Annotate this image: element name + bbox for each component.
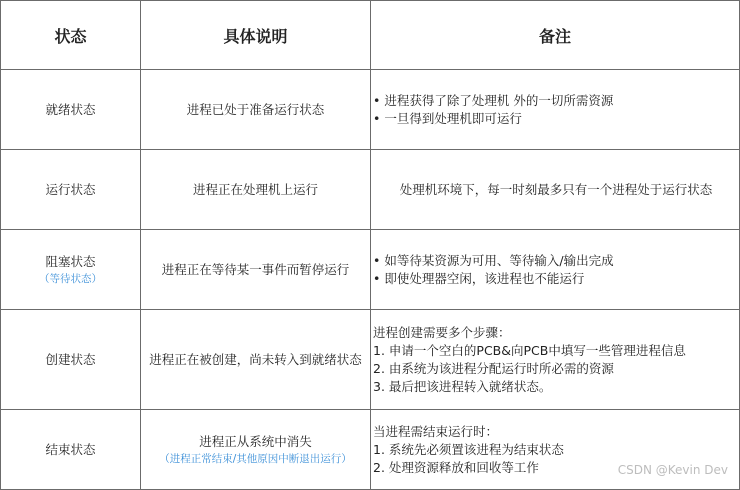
description-text: 进程正在处理机上运行 — [192, 181, 318, 197]
state-cell — [1, 410, 141, 490]
remark-cell — [371, 70, 740, 150]
state-label: 就绪状态 — [45, 101, 96, 117]
state-label: 结束状态 — [45, 441, 96, 457]
description-text: 进程正在等待某一事件而暂停运行 — [161, 261, 350, 277]
remark-cell — [371, 410, 740, 490]
header-remark: 备注 — [371, 1, 740, 70]
table-row — [1, 410, 740, 490]
remark-step: 2. 由系统为该进程分配运行时所必需的资源 — [373, 360, 614, 376]
description-cell — [141, 230, 371, 310]
remark-intro: 进程创建需要多个步骤： — [373, 324, 511, 340]
description-text: 进程已处于准备运行状态 — [186, 101, 325, 117]
state-label: 创建状态 — [45, 351, 96, 367]
state-sub-note: （等待状态） — [39, 273, 102, 285]
remark-step: 3. 最后把该进程转入就绪状态。 — [373, 378, 552, 394]
remark-item: • 进程获得了除了处理机 外的一切所需资源 — [373, 92, 739, 110]
remark-text: 处理机环境下，每一时刻最多只有一个进程处于运行状态 — [399, 181, 713, 197]
remark-intro: 当进程需结束运行时： — [373, 423, 499, 439]
remark-list — [373, 252, 739, 288]
remark-cell — [371, 150, 740, 230]
state-cell — [1, 310, 141, 410]
state-cell — [1, 70, 141, 150]
description-text: 进程正从系统中消失 — [199, 434, 312, 449]
remark-cell — [371, 230, 740, 310]
description-cell — [141, 410, 371, 490]
table-row — [1, 310, 740, 410]
table-row — [1, 70, 740, 150]
table-header-row — [1, 1, 740, 70]
state-cell — [1, 150, 141, 230]
remark-item: • 即使处理器空闲，该进程也不能运行 — [373, 270, 739, 288]
remark-item: • 一旦得到处理机即可运行 — [373, 110, 739, 128]
remark-step: 1. 申请一个空白的PCB&向PCB中填写一些管理进程信息 — [373, 342, 686, 358]
state-cell — [1, 230, 141, 310]
table-row — [1, 230, 740, 310]
remark-cell — [371, 310, 740, 410]
description-cell — [141, 150, 371, 230]
description-cell — [141, 70, 371, 150]
watermark: CSDN @Kevin Dev — [617, 463, 728, 477]
remark-step: 1. 系统先必须置该进程为结束状态 — [373, 441, 564, 457]
remark-item: • 如等待某资源为可用、等待输入/输出完成 — [373, 252, 739, 270]
description-text: 进程正在被创建，尚未转入到就绪状态 — [149, 351, 362, 367]
table-row — [1, 150, 740, 230]
description-sub-note: （进程正常结束/其他原因中断退出运行） — [159, 453, 352, 465]
remark-list — [373, 92, 739, 128]
header-description: 具体说明 — [141, 1, 371, 70]
header-state: 状态 — [1, 1, 141, 70]
description-cell — [141, 310, 371, 410]
remark-step: 2. 处理资源释放和回收等工作 — [373, 459, 539, 475]
state-label: 运行状态 — [45, 181, 96, 197]
state-label: 阻塞状态 — [45, 254, 96, 269]
